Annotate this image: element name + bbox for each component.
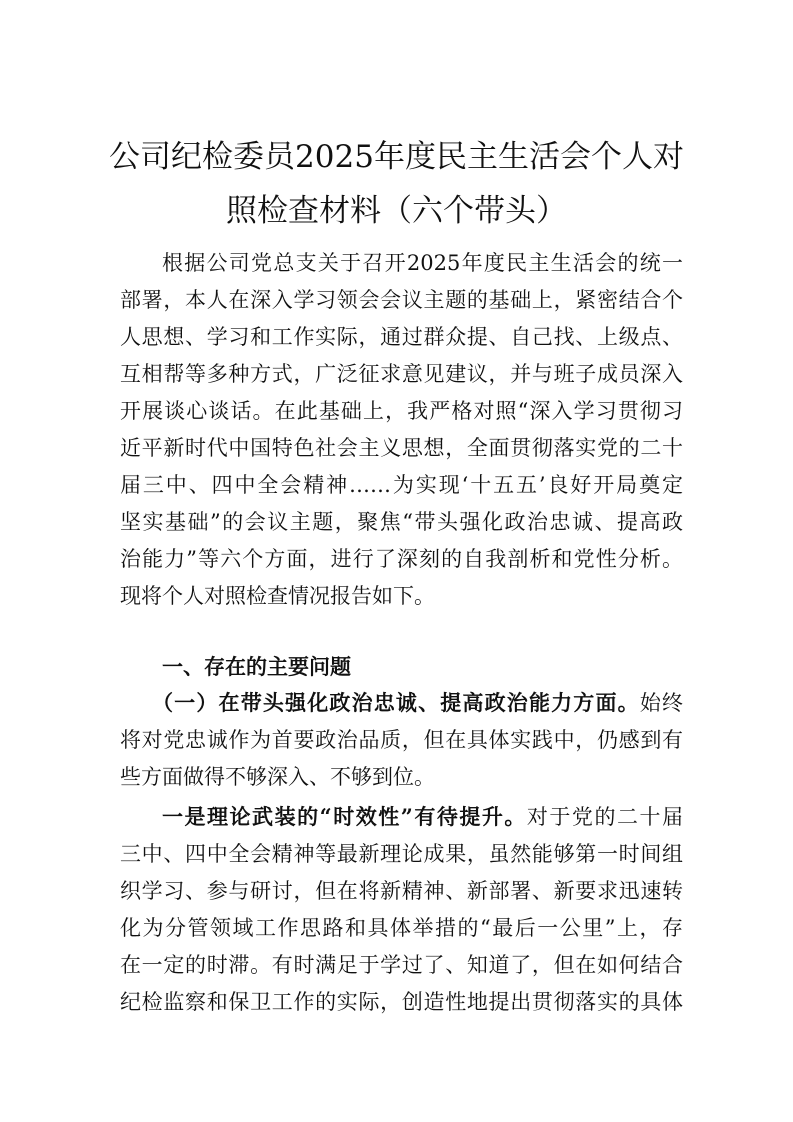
text-line: 治能力”等六个方面，进行了深刻的自我剖析和党性分析。	[120, 547, 683, 571]
text-line: 现将个人对照检查情况报告如下。	[120, 584, 435, 608]
text-line: 近平新时代中国特色社会主义思想，全面贯彻落实党的二十	[120, 436, 683, 460]
text-span: 对于党的二十届	[526, 805, 683, 829]
text-line: 坚实基础”的会议主题，聚焦“带头强化政治忠诚、提高政	[120, 510, 683, 534]
text-line: 开展谈心谈话。在此基础上，我严格对照“深入学习贯彻习	[120, 399, 683, 423]
subsection-heading: （一）在带头强化政治忠诚、提高政治能力方面。	[152, 690, 640, 715]
point-heading: 一是理论武装的“时效性”有待提升。	[162, 804, 527, 829]
text-line: 将对党忠诚作为首要政治品质，但在具体实践中，仍感到有	[120, 728, 683, 752]
text-line: 织学习、参与研讨，但在将新精神、新部署、新要求迅速转	[120, 879, 683, 903]
text-line: 人思想、学习和工作实际，通过群众提、自己找、上级点、	[120, 325, 683, 349]
text-line: 根据公司党总支关于召开2025年度民主生活会的统一	[162, 251, 683, 275]
text-line: 些方面做得不够深入、不够到位。	[120, 765, 435, 789]
section-heading: 一、存在的主要问题	[162, 655, 351, 679]
text-span: 始终	[639, 691, 684, 715]
text-line: 在一定的时滞。有时满足于学过了、知道了，但在如何结合	[120, 953, 683, 977]
text-line	[120, 802, 683, 832]
text-line: 届三中、四中全会精神……为实现‘十五五’良好开局奠定	[120, 473, 683, 497]
text-line: 纪检监察和保卫工作的实际，创造性地提出贯彻落实的具体	[120, 990, 683, 1014]
text-line: 化为分管领域工作思路和具体举措的“最后一公里”上，存	[120, 916, 683, 940]
title-line-1: 公司纪检委员2025年度民主生活会个人对	[109, 139, 684, 175]
text-line: 三中、四中全会精神等最新理论成果，虽然能够第一时间组	[120, 842, 683, 866]
text-line: 部署，本人在深入学习领会会议主题的基础上，紧密结合个	[120, 288, 683, 312]
title-line-2: 照检查材料（六个带头）	[226, 193, 567, 229]
text-line	[120, 688, 683, 718]
text-line: 互相帮等多种方式，广泛征求意见建议，并与班子成员深入	[120, 362, 683, 386]
